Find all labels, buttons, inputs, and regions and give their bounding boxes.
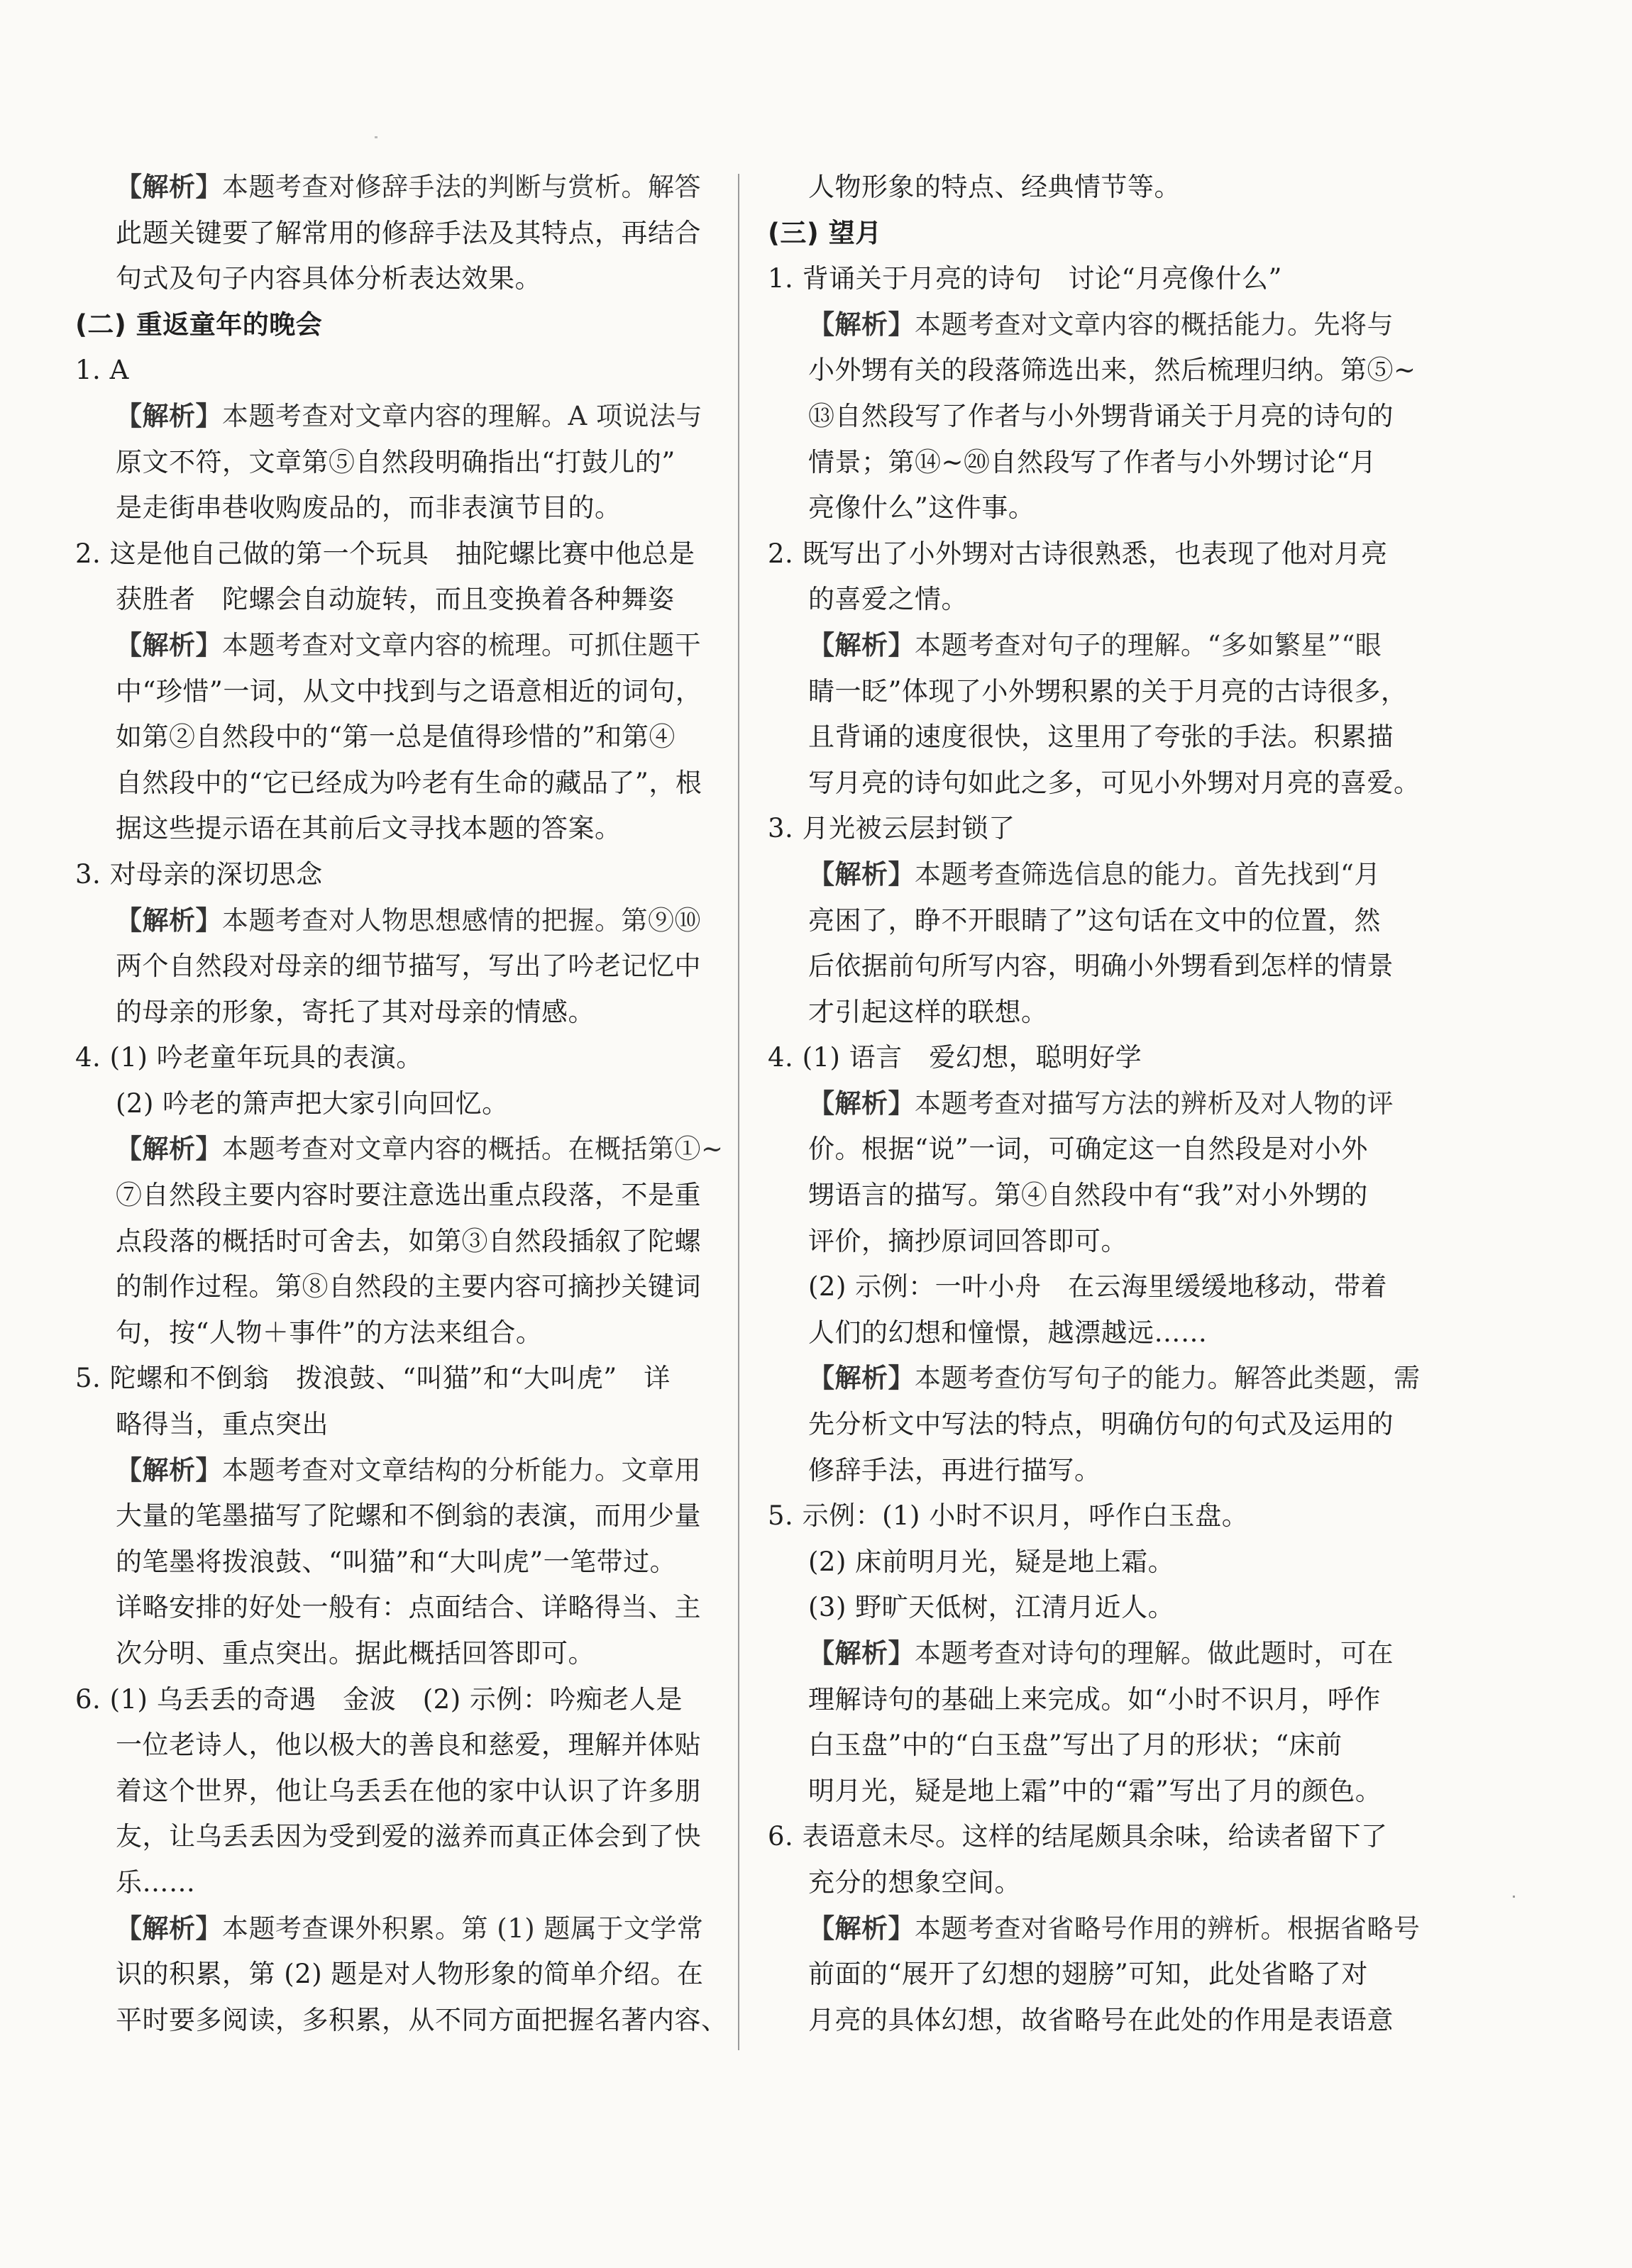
text-line bbox=[75, 1814, 700, 1860]
text-line bbox=[768, 1402, 1406, 1448]
analysis-line bbox=[768, 1631, 1406, 1677]
analysis-label: 【解析】 bbox=[116, 172, 222, 202]
line-text: 着这个世界，他让乌丢丢在他的家中认识了许多朋 bbox=[116, 1775, 701, 1806]
text-line bbox=[75, 1539, 700, 1586]
line-text: 5. 陀螺和不倒翁 拨浪鼓、“叫猫”和“大叫虎” 详 bbox=[75, 1363, 671, 1394]
line-text: 先分析文中写法的特点，明确仿句的句式及运用的 bbox=[808, 1409, 1394, 1440]
line-text: 大量的笔墨描写了陀螺和不倒翁的表演，而用少量 bbox=[116, 1500, 701, 1532]
line-text: 乐…… bbox=[116, 1866, 196, 1898]
line-text: 亮像什么”这件事。 bbox=[808, 492, 1035, 524]
line-text: 前面的“展开了幻想的翅膀”可知，此处省略了对 bbox=[808, 1959, 1368, 1990]
analysis-line bbox=[75, 898, 700, 944]
text-line bbox=[768, 1035, 1406, 1081]
line-text: (二) 重返童年的晚会 bbox=[75, 309, 323, 340]
text-line bbox=[75, 531, 700, 577]
text-line bbox=[75, 1035, 700, 1081]
analysis-label: 【解析】 bbox=[116, 1134, 222, 1165]
text-line bbox=[75, 577, 700, 623]
line-text: (3) 野旷天低树，江清月近人。 bbox=[808, 1592, 1175, 1623]
analysis-label: 【解析】 bbox=[116, 629, 222, 660]
line-text: 本题考查对省略号作用的辨析。根据省略号 bbox=[915, 1913, 1421, 1944]
line-text: 明月光，疑是地上霜”中的“霜”写出了月的颜色。 bbox=[808, 1775, 1382, 1806]
text-line bbox=[75, 1631, 700, 1677]
line-text: 亮困了，睁不开眼睛了”这句话在文中的位置，然 bbox=[808, 905, 1381, 936]
text-line bbox=[768, 485, 1406, 531]
scan-speck bbox=[1513, 1896, 1515, 1898]
text-line bbox=[75, 760, 700, 807]
line-text: 才引起这样的联想。 bbox=[808, 996, 1048, 1027]
analysis-line bbox=[75, 1448, 700, 1494]
text-line bbox=[768, 1219, 1406, 1265]
text-line bbox=[75, 806, 700, 852]
analysis-label: 【解析】 bbox=[116, 1454, 222, 1486]
line-text: 自然段中的“它已经成为吟老有生命的藏品了”，根 bbox=[116, 767, 702, 798]
line-text: 本题考查对文章内容的概括能力。先将与 bbox=[915, 309, 1394, 340]
text-line bbox=[75, 485, 700, 531]
text-line bbox=[768, 165, 1406, 211]
line-text: 点段落的概括时可舍去，如第③自然段插叙了陀螺 bbox=[116, 1225, 701, 1256]
line-text: 本题考查对描写方法的辨析及对人物的评 bbox=[915, 1088, 1394, 1119]
text-line bbox=[768, 1769, 1406, 1815]
line-text: 的笔墨将拨浪鼓、“叫猫”和“大叫虎”一笔带过。 bbox=[116, 1546, 677, 1577]
analysis-label: 【解析】 bbox=[808, 858, 915, 890]
text-line bbox=[768, 1448, 1406, 1494]
line-text: 且背诵的速度很快，这里用了夸张的手法。积累描 bbox=[808, 721, 1394, 753]
analysis-label: 【解析】 bbox=[808, 309, 915, 340]
analysis-line bbox=[75, 1906, 704, 1952]
text-line bbox=[768, 1722, 1406, 1769]
line-text: 6. 表语意未尽。这样的结尾颇具余味，给读者留下了 bbox=[768, 1821, 1388, 1852]
line-text: (2) 示例：一叶小舟 在云海里缓缓地移动，带着 bbox=[808, 1271, 1388, 1302]
analysis-line bbox=[768, 1906, 1421, 1952]
text-line bbox=[75, 348, 700, 394]
text-line bbox=[75, 1585, 700, 1631]
text-line bbox=[768, 1127, 1406, 1173]
line-text: 平时要多阅读，多积累，从不同方面把握名著内容、 bbox=[116, 2004, 728, 2035]
line-text: 本题考查课外积累。第 (1) 题属于文学常 bbox=[222, 1913, 704, 1944]
line-text: 人们的幻想和憧憬，越漂越远…… bbox=[808, 1317, 1208, 1348]
line-text: 价。根据“说”一词，可确定这一自然段是对小外 bbox=[808, 1134, 1368, 1165]
line-text: 1. A bbox=[75, 355, 129, 386]
analysis-line bbox=[768, 1356, 1421, 1402]
text-line bbox=[75, 256, 700, 302]
text-line bbox=[768, 669, 1406, 715]
analysis-label: 【解析】 bbox=[808, 1088, 915, 1119]
line-text: 月亮的具体幻想，故省略号在此处的作用是表语意 bbox=[808, 2004, 1394, 2035]
line-text: 4. (1) 语言 爱幻想，聪明好学 bbox=[768, 1042, 1142, 1073]
analysis-label: 【解析】 bbox=[808, 1913, 915, 1944]
analysis-line bbox=[75, 1127, 724, 1173]
line-text: 原文不符，文章第⑤自然段明确指出“打鼓儿的” bbox=[116, 446, 676, 477]
text-line bbox=[768, 1310, 1406, 1356]
line-text: 本题考查对人物思想感情的把握。第⑨⑩ bbox=[222, 905, 701, 936]
line-text: (三) 望月 bbox=[768, 217, 882, 248]
text-line bbox=[75, 1677, 700, 1723]
line-text: 两个自然段对母亲的细节描写，写出了吟老记忆中 bbox=[116, 951, 701, 982]
line-text: 充分的想象空间。 bbox=[808, 1866, 1021, 1898]
text-line bbox=[75, 852, 700, 898]
line-text: 据这些提示语在其前后文寻找本题的答案。 bbox=[116, 813, 622, 844]
line-text: 甥语言的描写。第④自然段中有“我”对小外甥的 bbox=[808, 1180, 1368, 1211]
analysis-line bbox=[75, 165, 700, 211]
line-text: 本题考查对句子的理解。“多如繁星”“眼 bbox=[915, 629, 1382, 660]
line-text: 白玉盘”中的“白玉盘”写出了月的形状；“床前 bbox=[808, 1730, 1342, 1761]
line-text: 睛一眨”体现了小外甥积累的关于月亮的古诗很多， bbox=[808, 675, 1408, 707]
text-line bbox=[768, 440, 1406, 486]
line-text: 的母亲的形象，寄托了其对母亲的情感。 bbox=[116, 996, 595, 1027]
line-text: 的喜爱之情。 bbox=[808, 584, 968, 615]
text-line bbox=[75, 669, 700, 715]
right-column bbox=[768, 165, 1421, 2043]
line-text: 5. 示例：(1) 小时不识月，呼作白玉盘。 bbox=[768, 1500, 1249, 1532]
analysis-line bbox=[768, 1081, 1406, 1127]
text-line bbox=[768, 1998, 1406, 2044]
line-text: 获胜者 陀螺会自动旋转，而且变换着各种舞姿 bbox=[116, 584, 675, 615]
analysis-label: 【解析】 bbox=[116, 400, 222, 431]
line-text: 6. (1) 乌丢丢的奇遇 金波 (2) 示例：吟痴老人是 bbox=[75, 1683, 683, 1715]
text-line bbox=[75, 1081, 700, 1127]
text-line bbox=[768, 1173, 1406, 1219]
text-line bbox=[768, 531, 1406, 577]
line-text: 3. 月光被云层封锁了 bbox=[768, 813, 1015, 844]
analysis-line bbox=[768, 852, 1406, 898]
text-line bbox=[768, 1264, 1406, 1310]
analysis-label: 【解析】 bbox=[116, 1913, 222, 1944]
left-column bbox=[75, 165, 728, 2043]
line-text: 2. 既写出了小外甥对古诗很熟悉，也表现了他对月亮 bbox=[768, 538, 1388, 569]
line-text: 句式及句子内容具体分析表达效果。 bbox=[116, 263, 541, 294]
analysis-label: 【解析】 bbox=[808, 1638, 915, 1669]
line-text: 中“珍惜”一词，从文中找到与之语意相近的词句， bbox=[116, 675, 702, 707]
line-text: 2. 这是他自己做的第一个玩具 抽陀螺比赛中他总是 bbox=[75, 538, 695, 569]
line-text: 本题考查对诗句的理解。做此题时，可在 bbox=[915, 1638, 1394, 1669]
line-text: 理解诗句的基础上来完成。如“小时不识月，呼作 bbox=[808, 1683, 1381, 1715]
text-line bbox=[768, 1539, 1406, 1586]
text-line bbox=[768, 714, 1406, 760]
text-line bbox=[75, 1860, 700, 1906]
text-line bbox=[75, 990, 700, 1036]
line-text: 本题考查对文章内容的梳理。可抓住题干 bbox=[222, 629, 701, 660]
line-text: 如第②自然段中的“第一总是值得珍惜的”和第④ bbox=[116, 721, 676, 753]
analysis-line bbox=[768, 302, 1406, 348]
analysis-label: 【解析】 bbox=[808, 629, 915, 660]
line-text: 是走街串巷收购废品的，而非表演节目的。 bbox=[116, 492, 622, 524]
text-line bbox=[768, 394, 1406, 440]
text-line bbox=[768, 760, 1421, 807]
line-text: 本题考查对文章内容的理解。A 项说法与 bbox=[222, 400, 702, 431]
text-line bbox=[75, 1219, 700, 1265]
line-text: 识的积累，第 (2) 题是对人物形象的简单介绍。在 bbox=[116, 1959, 704, 1990]
text-line bbox=[75, 714, 700, 760]
text-line bbox=[768, 348, 1416, 394]
line-text: 的制作过程。第⑧自然段的主要内容可摘抄关键词 bbox=[116, 1271, 701, 1302]
text-line bbox=[75, 1264, 700, 1310]
line-text: 本题考查筛选信息的能力。首先找到“月 bbox=[915, 858, 1381, 890]
text-line bbox=[75, 1310, 700, 1356]
analysis-label: 【解析】 bbox=[116, 905, 222, 936]
text-line bbox=[75, 1402, 700, 1448]
text-line bbox=[75, 1722, 700, 1769]
text-line bbox=[768, 1585, 1406, 1631]
column-divider bbox=[738, 174, 739, 2050]
line-text: 情景；第⑭~⑳自然段写了作者与小外甥讨论“月 bbox=[808, 446, 1377, 477]
text-line bbox=[75, 944, 700, 990]
text-line bbox=[768, 1677, 1406, 1723]
line-text: 写月亮的诗句如此之多，可见小外甥对月亮的喜爱。 bbox=[808, 767, 1421, 798]
line-text: 修辞手法，再进行描写。 bbox=[808, 1454, 1101, 1486]
text-line bbox=[768, 256, 1406, 302]
line-text: 小外甥有关的段落筛选出来，然后梳理归纳。第⑤~ bbox=[808, 355, 1416, 386]
text-line bbox=[768, 1952, 1406, 1998]
text-line bbox=[75, 1173, 700, 1219]
line-text: 一位老诗人，他以极大的善良和慈爱，理解并体贴 bbox=[116, 1730, 701, 1761]
line-text: 人物形象的特点、经典情节等。 bbox=[808, 172, 1181, 202]
line-text: 详略安排的好处一般有：点面结合、详略得当、主 bbox=[116, 1592, 701, 1623]
line-text: 次分明、重点突出。据此概括回答即可。 bbox=[116, 1638, 595, 1669]
line-text: 后依据前句所写内容，明确小外甥看到怎样的情景 bbox=[808, 951, 1394, 982]
text-line bbox=[75, 1356, 700, 1402]
line-text: (2) 吟老的箫声把大家引向回忆。 bbox=[116, 1088, 509, 1119]
line-text: 本题考查对文章结构的分析能力。文章用 bbox=[222, 1454, 701, 1486]
text-line bbox=[75, 1952, 704, 1998]
line-text: ⑦自然段主要内容时要注意选出重点段落，不是重 bbox=[116, 1180, 701, 1211]
text-line bbox=[768, 806, 1406, 852]
text-line bbox=[768, 577, 1406, 623]
line-text: (2) 床前明月光，疑是地上霜。 bbox=[808, 1546, 1175, 1577]
line-text: 本题考查对修辞手法的判断与赏析。解答 bbox=[222, 172, 701, 202]
line-text: 1. 背诵关于月亮的诗句 讨论“月亮像什么” bbox=[768, 263, 1282, 294]
line-text: 3. 对母亲的深切思念 bbox=[75, 858, 323, 890]
text-line bbox=[75, 1998, 728, 2044]
analysis-label: 【解析】 bbox=[808, 1363, 915, 1394]
line-text: 本题考查仿写句子的能力。解答此类题，需 bbox=[915, 1363, 1421, 1394]
scan-speck bbox=[375, 136, 377, 138]
analysis-line bbox=[75, 394, 700, 440]
line-text: 本题考查对文章内容的概括。在概括第①~ bbox=[222, 1134, 724, 1165]
line-text: 4. (1) 吟老童年玩具的表演。 bbox=[75, 1042, 423, 1073]
line-text: 略得当，重点突出 bbox=[116, 1409, 329, 1440]
line-text: ⑬自然段写了作者与小外甥背诵关于月亮的诗句的 bbox=[808, 400, 1394, 431]
text-line bbox=[768, 898, 1406, 944]
text-line bbox=[768, 1814, 1406, 1860]
section-title bbox=[768, 211, 1406, 257]
text-line bbox=[75, 440, 700, 486]
text-line bbox=[75, 1769, 700, 1815]
analysis-line bbox=[768, 623, 1406, 669]
line-text: 评价，摘抄原词回答即可。 bbox=[808, 1225, 1127, 1256]
text-line bbox=[768, 944, 1406, 990]
section-title bbox=[75, 302, 700, 348]
line-text: 句，按“人物＋事件”的方法来组合。 bbox=[116, 1317, 543, 1348]
text-line bbox=[768, 1493, 1406, 1539]
text-line bbox=[75, 211, 700, 257]
line-text: 友，让乌丢丢因为受到爱的滋养而真正体会到了快 bbox=[116, 1821, 701, 1852]
analysis-line bbox=[75, 623, 700, 669]
line-text: 此题关键要了解常用的修辞手法及其特点，再结合 bbox=[116, 217, 701, 248]
text-line bbox=[75, 1493, 700, 1539]
text-line bbox=[768, 1860, 1406, 1906]
text-line bbox=[768, 990, 1406, 1036]
